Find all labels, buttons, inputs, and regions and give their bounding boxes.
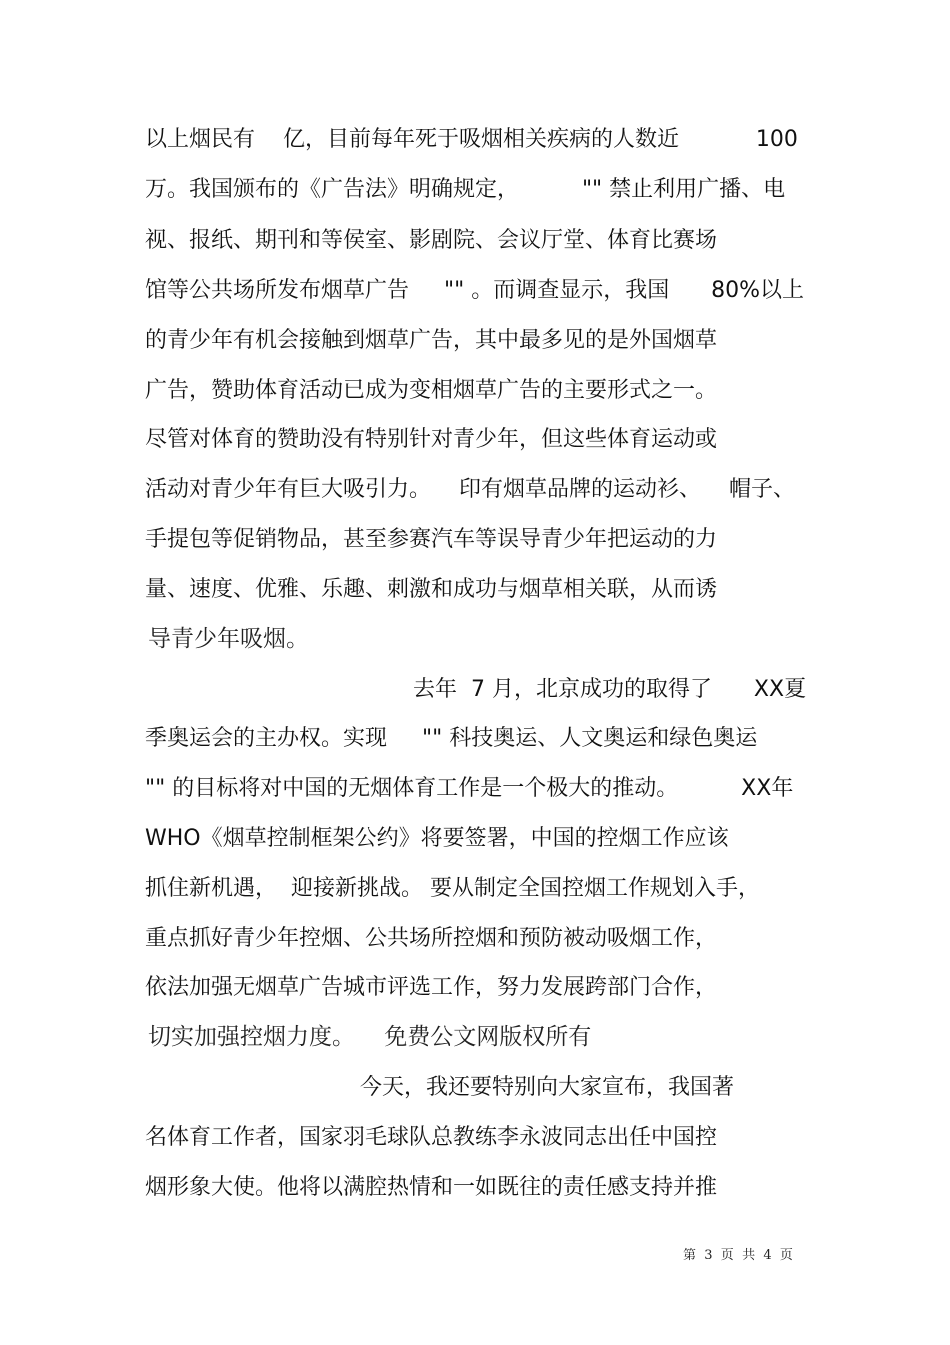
text-line-4: 馆等公共场所发布烟草广告 "" 。而调查显示，我国 80%以上 xyxy=(145,278,805,303)
text-line-14: "" 的目标将对中国的无烟体育工作是一个极大的推动。 XX年 xyxy=(145,776,794,801)
text-line-2: 万。我国颁布的《广告法》明确规定， "" 禁止利用广播、电 xyxy=(145,177,786,202)
text-line-13: 季奥运会的主办权。实现 "" 科技奥运、人文奥运和绿色奥运 xyxy=(145,726,758,751)
text-line-11: 导青少年吸烟。 xyxy=(148,626,309,652)
text-line-1: 以上烟民有 亿，目前每年死于吸烟相关疾病的人数近 100 xyxy=(145,127,798,152)
text-line-18: 依法加强无烟草广告城市评选工作，努力发展跨部门合作， xyxy=(145,975,718,1000)
page-number-footer: 第 3 页 共 4 页 xyxy=(683,1248,793,1263)
text-line-10: 量、速度、优雅、乐趣、刺激和成功与烟草相关联，从而诱 xyxy=(145,577,718,602)
text-line-20: 今天，我还要特别向大家宣布，我国著 xyxy=(360,1075,735,1100)
text-line-17: 重点抓好青少年控烟、公共场所控烟和预防被动吸烟工作， xyxy=(145,926,718,951)
text-line-7: 尽管对体育的赞助没有特别针对青少年，但这些体育运动或 xyxy=(145,427,718,452)
text-line-19: 切实加强控烟力度。 免费公文网版权所有 xyxy=(148,1024,592,1050)
text-line-15: WHO《烟草控制框架公约》将要签署，中国的控烟工作应该 xyxy=(145,826,729,851)
text-line-6: 广告，赞助体育活动已成为变相烟草广告的主要形式之一。 xyxy=(145,378,718,403)
text-line-12: 去年 7 月，北京成功的取得了 XX夏 xyxy=(413,677,807,702)
text-line-5: 的青少年有机会接触到烟草广告，其中最多见的是外国烟草 xyxy=(145,328,718,353)
text-line-3: 视、报纸、期刊和等侯室、影剧院、会议厅堂、体育比赛场 xyxy=(145,228,718,253)
text-line-21: 名体育工作者，国家羽毛球队总教练李永波同志出任中国控 xyxy=(145,1125,718,1150)
text-line-16: 抓住新机遇， 迎接新挑战。 要从制定全国控烟工作规划入手， xyxy=(145,876,760,901)
text-line-22: 烟形象大使。他将以满腔热情和一如既往的责任感支持并推 xyxy=(145,1175,718,1200)
text-line-8: 活动对青少年有巨大吸引力。 印有烟草品牌的运动衫、 帽子、 xyxy=(145,477,795,502)
text-line-9: 手提包等促销物品，甚至参赛汽车等误导青少年把运动的力 xyxy=(145,527,718,552)
